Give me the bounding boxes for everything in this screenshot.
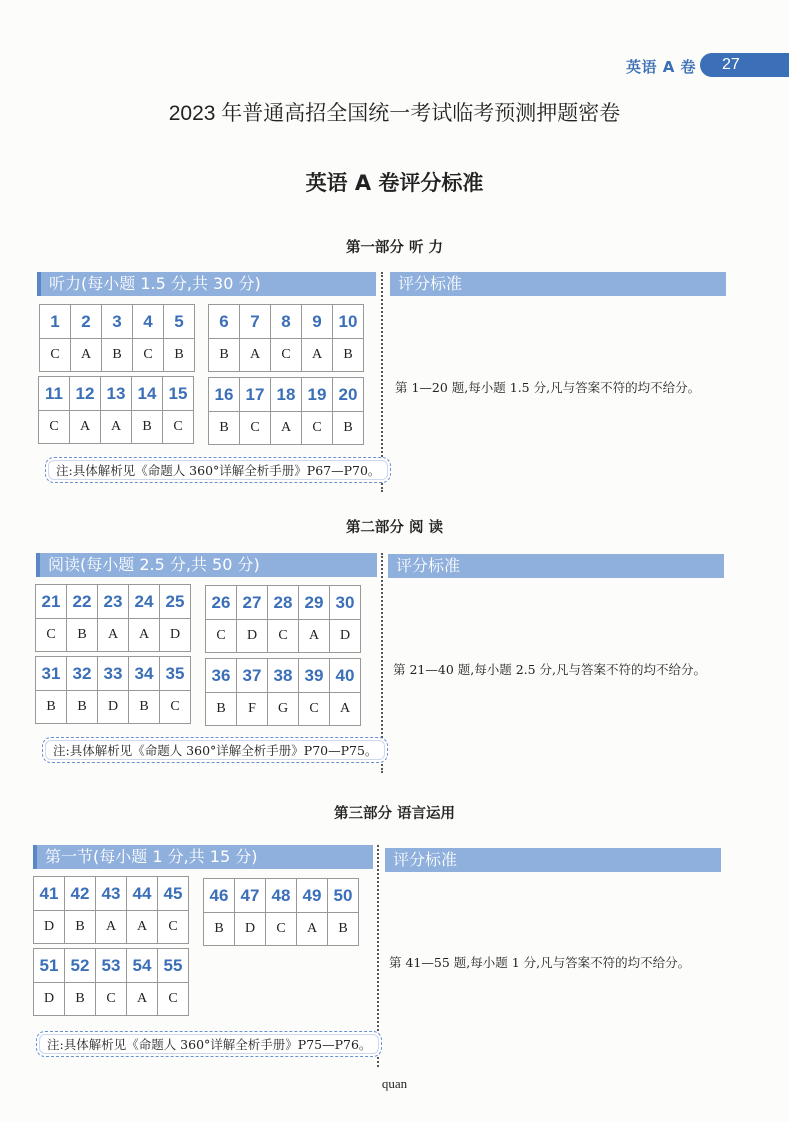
answer-letter: B — [204, 913, 235, 946]
question-number: 19 — [302, 378, 333, 412]
answer-table — [35, 656, 191, 724]
question-number: 38 — [268, 659, 299, 693]
question-number: 29 — [299, 586, 330, 620]
answer-letter: G — [268, 693, 299, 726]
question-number: 2 — [71, 305, 102, 339]
answer-table — [35, 584, 191, 652]
question-number: 42 — [65, 877, 96, 911]
answer-letter: B — [129, 691, 160, 724]
answer-letter: C — [266, 913, 297, 946]
part-title-listening: 第一部分 听 力 — [345, 240, 444, 256]
answer-letter: C — [163, 411, 194, 444]
answer-letter: A — [240, 339, 271, 372]
question-number: 54 — [127, 949, 158, 983]
question-number: 7 — [240, 305, 271, 339]
page-number-badge: 27 — [700, 53, 789, 77]
question-number: 50 — [328, 879, 359, 913]
answer-letter: B — [206, 693, 237, 726]
question-number: 35 — [160, 657, 191, 691]
question-number: 17 — [240, 378, 271, 412]
question-number: 18 — [271, 378, 302, 412]
answer-table — [33, 948, 189, 1016]
answer-letter: D — [34, 983, 65, 1016]
answer-letter: B — [209, 339, 240, 372]
answer-letter: C — [271, 339, 302, 372]
question-number: 41 — [34, 877, 65, 911]
criteria-bar: 评分标准 — [390, 272, 726, 296]
question-number: 44 — [127, 877, 158, 911]
question-number: 9 — [302, 305, 333, 339]
answer-letter: B — [102, 339, 133, 372]
criteria-bar: 评分标准 — [388, 554, 724, 578]
listening-score-bar: 听力(每小题 1.5 分,共 30 分) — [37, 272, 376, 296]
question-number: 37 — [237, 659, 268, 693]
answer-letter: A — [96, 911, 127, 944]
question-number: 43 — [96, 877, 127, 911]
question-number: 40 — [330, 659, 361, 693]
answer-table — [203, 878, 359, 946]
question-number: 28 — [268, 586, 299, 620]
page-subtitle: 英语 A 卷评分标准 — [305, 171, 484, 195]
question-number: 31 — [36, 657, 67, 691]
answer-letter: A — [101, 411, 132, 444]
question-number: 13 — [101, 377, 132, 411]
reference-note: 注:具体解析见《命题人 360°详解全析手册》P75—P76。 — [36, 1031, 382, 1057]
answer-letter: B — [132, 411, 163, 444]
question-number: 15 — [163, 377, 194, 411]
question-number: 45 — [158, 877, 189, 911]
answer-table — [39, 304, 195, 372]
part-title-language-use: 第三部分 语言运用 — [333, 806, 456, 822]
question-number: 23 — [98, 585, 129, 619]
answer-letter: D — [330, 620, 361, 653]
reading-score-bar: 阅读(每小题 2.5 分,共 50 分) — [36, 553, 377, 577]
answer-letter: C — [158, 983, 189, 1016]
answer-letter: C — [40, 339, 71, 372]
question-number: 4 — [133, 305, 164, 339]
answer-letter: A — [302, 339, 333, 372]
answer-table — [205, 585, 361, 653]
answer-letter: B — [65, 983, 96, 1016]
answer-letter: C — [240, 412, 271, 445]
question-number: 6 — [209, 305, 240, 339]
question-number: 51 — [34, 949, 65, 983]
answer-letter: B — [333, 339, 364, 372]
answer-table — [33, 876, 189, 944]
question-number: 22 — [67, 585, 98, 619]
question-number: 46 — [204, 879, 235, 913]
answer-letter: D — [237, 620, 268, 653]
question-number: 8 — [271, 305, 302, 339]
question-number: 21 — [36, 585, 67, 619]
question-number: 55 — [158, 949, 189, 983]
answer-letter: B — [333, 412, 364, 445]
criteria-text: 第 41—55 题,每小题 1 分,凡与答案不符的均不给分。 — [389, 955, 691, 970]
answer-letter: C — [133, 339, 164, 372]
answer-letter: D — [98, 691, 129, 724]
question-number: 39 — [299, 659, 330, 693]
answer-letter: C — [39, 411, 70, 444]
reference-note: 注:具体解析见《命题人 360°详解全析手册》P67—P70。 — [45, 457, 391, 483]
answer-letter: C — [268, 620, 299, 653]
question-number: 48 — [266, 879, 297, 913]
criteria-text: 第 1—20 题,每小题 1.5 分,凡与答案不符的均不给分。 — [395, 380, 701, 395]
answer-letter: B — [328, 913, 359, 946]
question-number: 12 — [70, 377, 101, 411]
answer-letter: A — [70, 411, 101, 444]
question-number: 47 — [235, 879, 266, 913]
answer-table — [208, 377, 364, 445]
answer-table — [208, 304, 364, 372]
answer-letter: A — [127, 983, 158, 1016]
answer-letter: A — [129, 619, 160, 652]
criteria-text: 第 21—40 题,每小题 2.5 分,凡与答案不符的均不给分。 — [393, 662, 707, 677]
answer-letter: D — [34, 911, 65, 944]
question-number: 16 — [209, 378, 240, 412]
answer-letter: A — [127, 911, 158, 944]
section-one-score-bar: 第一节(每小题 1 分,共 15 分) — [33, 845, 373, 869]
answer-letter: A — [297, 913, 328, 946]
answer-letter: A — [98, 619, 129, 652]
answer-letter: A — [299, 620, 330, 653]
question-number: 34 — [129, 657, 160, 691]
answer-letter: D — [160, 619, 191, 652]
answer-letter: C — [36, 619, 67, 652]
page-footer: quan — [381, 1076, 408, 1091]
answer-letter: B — [67, 691, 98, 724]
answer-letter: B — [65, 911, 96, 944]
question-number: 5 — [164, 305, 195, 339]
reference-note: 注:具体解析见《命题人 360°详解全析手册》P70—P75。 — [42, 737, 388, 763]
answer-letter: C — [302, 412, 333, 445]
answer-letter: A — [71, 339, 102, 372]
question-number: 52 — [65, 949, 96, 983]
question-number: 24 — [129, 585, 160, 619]
answer-letter: C — [160, 691, 191, 724]
answer-letter: C — [299, 693, 330, 726]
question-number: 26 — [206, 586, 237, 620]
answer-table — [38, 376, 194, 444]
answer-letter: C — [158, 911, 189, 944]
question-number: 14 — [132, 377, 163, 411]
question-number: 10 — [333, 305, 364, 339]
question-number: 33 — [98, 657, 129, 691]
question-number: 30 — [330, 586, 361, 620]
question-number: 36 — [206, 659, 237, 693]
question-number: 3 — [102, 305, 133, 339]
answer-letter: A — [271, 412, 302, 445]
answer-table — [205, 658, 361, 726]
question-number: 1 — [40, 305, 71, 339]
criteria-bar: 评分标准 — [385, 848, 721, 872]
question-number: 11 — [39, 377, 70, 411]
answer-letter: B — [164, 339, 195, 372]
answer-letter: D — [235, 913, 266, 946]
question-number: 27 — [237, 586, 268, 620]
answer-letter: C — [206, 620, 237, 653]
question-number: 32 — [67, 657, 98, 691]
answer-letter: B — [67, 619, 98, 652]
question-number: 20 — [333, 378, 364, 412]
question-number: 53 — [96, 949, 127, 983]
page-title: 2023 年普通高招全国统一考试临考预测押题密卷 — [168, 102, 621, 125]
answer-letter: C — [96, 983, 127, 1016]
question-number: 49 — [297, 879, 328, 913]
part-title-reading: 第二部分 阅 读 — [345, 520, 444, 536]
answer-letter: A — [330, 693, 361, 726]
answer-letter: F — [237, 693, 268, 726]
header-subject-label: 英语 A 卷 — [626, 58, 697, 76]
answer-letter: B — [36, 691, 67, 724]
question-number: 25 — [160, 585, 191, 619]
answer-letter: B — [209, 412, 240, 445]
